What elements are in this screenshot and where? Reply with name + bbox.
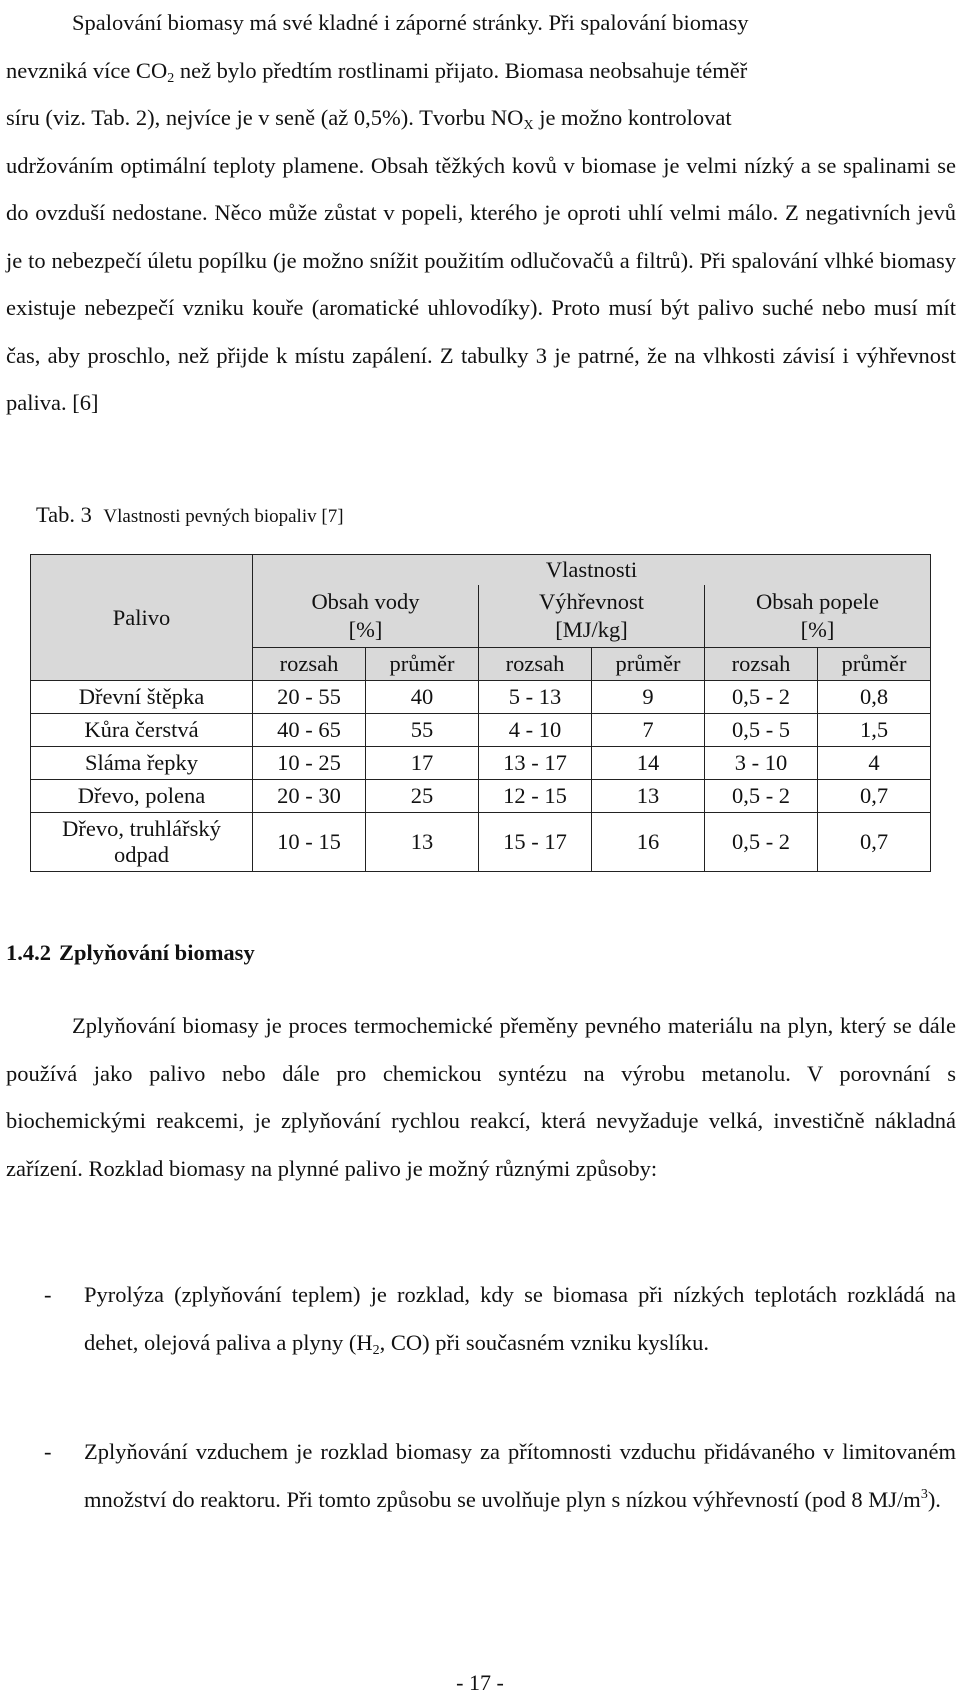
header-vlastnosti (253, 555, 931, 586)
cell-value: 20 - 55 (253, 681, 366, 714)
subheader-rozsah: rozsah (253, 648, 366, 681)
header-unit: [%] (348, 617, 383, 642)
list-dash: - (44, 1439, 52, 1464)
header-palivo (31, 555, 253, 681)
cell-value: 7 (592, 714, 705, 747)
subheader-rozsah: rozsah (705, 648, 818, 681)
cell-value: 15 - 17 (479, 813, 592, 872)
cell-value: 5 - 13 (479, 681, 592, 714)
cell-value: 20 - 30 (253, 780, 366, 813)
cell-value: 13 (366, 813, 479, 872)
subscript: X (523, 118, 534, 133)
cell-value: 25 (366, 780, 479, 813)
cell-value: 0,5 - 2 (705, 681, 818, 714)
text-segment: ). (927, 1486, 941, 1512)
table-caption-text: Vlastnosti pevných biopaliv [7] (103, 506, 344, 527)
paragraph-line (6, 47, 956, 95)
table-caption (36, 502, 344, 528)
text-segment: než bylo předtím rostlinami přijato. Biomasa neobsahuje téměř (174, 57, 748, 83)
text-segment: síru (viz. Tab. 2), nejvíce je v seně (až 0,5%). Tvorbu NO (6, 105, 524, 130)
biofuel-properties-table (30, 554, 931, 872)
cell-value: 4 (818, 747, 931, 780)
paragraph-gasification: Zplyňování biomasy je proces termochemické přeměny pevného materiálu na plyn, který se dále používá jako palivo nebo dále pro chemickou syntézu na výrobu metanolu. V porovnání s biochemickými reakcemi, je zplyňování rychlou reakcí, která nevyžaduje velká, investičně nákladná zařízení. Rozklad biomasy na plynné palivo je možný různými způsoby: (6, 1013, 956, 1181)
header-name: Výhřevnost (539, 589, 644, 614)
cell-value: 9 (592, 681, 705, 714)
header-vlastnosti-label: Vlastnosti (545, 557, 638, 582)
cell-value: 0,7 (818, 780, 931, 813)
cell-fuel: Kůra čerstvá (31, 714, 253, 747)
cell-value: 10 - 25 (253, 747, 366, 780)
paragraph-combustion (6, 0, 956, 427)
cell-value: 0,7 (818, 813, 931, 872)
table-row (31, 714, 931, 747)
table-row (31, 813, 931, 872)
list-item (6, 1271, 956, 1366)
cell-value: 13 (592, 780, 705, 813)
list-item-text (84, 1271, 956, 1366)
text-segment: nevzniká více CO (6, 57, 168, 83)
text-segment: Spalování biomasy má své kladné i záporné stránky. Při spalování biomasy (72, 10, 749, 35)
subscript: 2 (167, 70, 175, 86)
header-unit: [MJ/kg] (555, 617, 628, 642)
subheader-prumer: průměr (592, 648, 705, 681)
table-row (31, 780, 931, 813)
header-palivo-label: Palivo (112, 604, 171, 630)
subheader-prumer: průměr (366, 648, 479, 681)
cell-fuel-line: odpad (114, 842, 169, 867)
cell-value: 10 - 15 (253, 813, 366, 872)
table-row (31, 681, 931, 714)
header-obsah-popele (705, 585, 931, 648)
page-number: - 17 - (456, 1670, 504, 1695)
table-header-row (31, 555, 931, 586)
section-title: Zplyňování biomasy (59, 940, 255, 965)
cell-fuel (31, 813, 253, 872)
subheader-rozsah: rozsah (479, 648, 592, 681)
cell-value: 4 - 10 (479, 714, 592, 747)
cell-value: 0,5 - 2 (705, 813, 818, 872)
header-name: Obsah popele (755, 589, 880, 614)
cell-value: 40 - 65 (253, 714, 366, 747)
paragraph-line (6, 0, 956, 47)
subscript: 2 (372, 1342, 380, 1358)
cell-value: 12 - 15 (479, 780, 592, 813)
cell-fuel-line: Dřevo, truhlářský (62, 816, 221, 841)
cell-fuel: Dřevo, polena (31, 780, 253, 813)
text-segment: Zplyňování vzduchem je rozklad biomasy za přítomnosti vzduchu přidávaného v limitovaném množství do reaktoru. Při tomto způsobu se uvolňuje plyn s nízkou výhřevností (pod 8 MJ/m (84, 1439, 956, 1512)
cell-fuel: Dřevní štěpka (31, 681, 253, 714)
header-name: Obsah vody (311, 589, 420, 614)
section-number: 1.4.2 (6, 940, 51, 965)
subheader-prumer: průměr (818, 648, 931, 681)
cell-value: 1,5 (818, 714, 931, 747)
cell-fuel: Sláma řepky (31, 747, 253, 780)
cell-value: 40 (366, 681, 479, 714)
cell-value: 17 (366, 747, 479, 780)
cell-value: 55 (366, 714, 479, 747)
cell-value: 16 (592, 813, 705, 872)
list-item (6, 1428, 956, 1523)
cell-value: 0,5 - 2 (705, 780, 818, 813)
list-dash: - (44, 1282, 52, 1307)
header-unit: [%] (800, 617, 835, 642)
cell-value: 13 - 17 (479, 747, 592, 780)
paragraph-line (6, 94, 956, 142)
text-segment: Pyrolýza (zplyňování teplem) je rozklad, kdy se biomasa při nízkých teplotách rozkládá na dehet, olejová paliva a plyny (H (84, 1282, 956, 1355)
cell-value: 0,5 - 5 (705, 714, 818, 747)
text-segment: , CO) při současném vzniku kyslíku. (379, 1329, 709, 1355)
cell-value: 14 (592, 747, 705, 780)
cell-value: 3 - 10 (705, 747, 818, 780)
text-segment: je možno kontrolovat (533, 105, 732, 130)
superscript: 3 (920, 1486, 928, 1502)
table-caption-label: Tab. 3 (36, 502, 92, 527)
list-item-text (84, 1428, 956, 1523)
paragraph-rest: udržováním optimální teploty plamene. Obsah těžkých kovů v biomase je velmi nízký a se spalinami se do ovzduší nedostane. Něco může zůstat v popeli, kterého je oproti uhlí velmi málo. Z negativních jevů je to nebezpečí úletu popílku (je možno snížit použitím odlučovačů a filtrů). Při spalování vlhké biomasy existuje nebezpečí vzniku kouře (aromatické uhlovodíky). Proto musí být palivo suché nebo musí mít čas, aby proschlo, než přijde k místu zapálení. Z tabulky 3 je patrné, že na vlhkosti závisí i výhřevnost paliva. [6] (6, 152, 956, 415)
header-obsah-vody (253, 585, 479, 648)
section-heading (6, 940, 255, 966)
cell-value: 0,8 (818, 681, 931, 714)
table-row (31, 747, 931, 780)
header-vyhrevnost (479, 585, 705, 648)
